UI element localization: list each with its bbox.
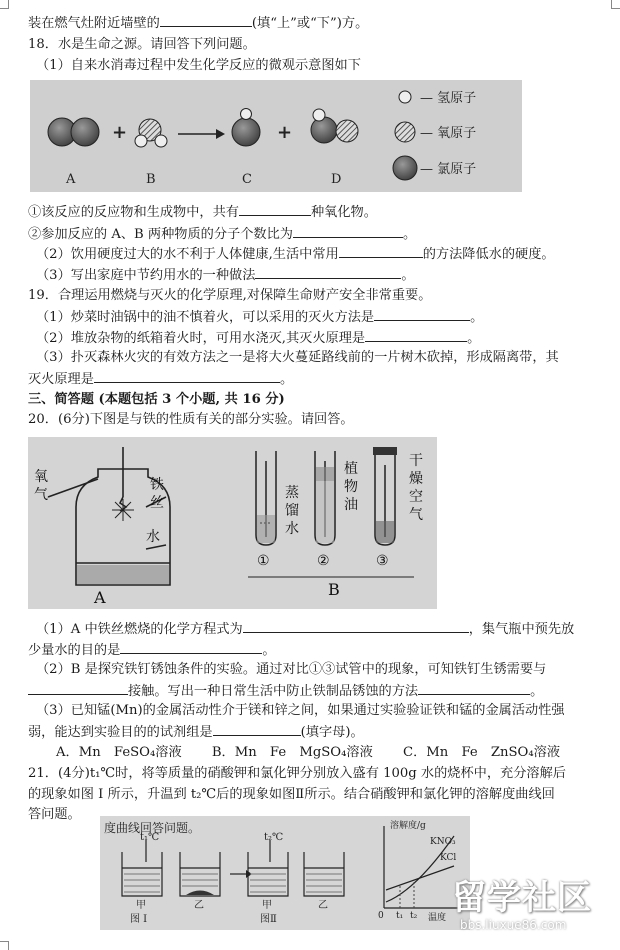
section-3-heading: 三、简答题 (本题包括 3 个小题, 共 16 分) bbox=[28, 392, 285, 407]
q18-1-text: （1）自来水消毒过程中发生化学反应的微观示意图如下 bbox=[36, 58, 361, 73]
legend-hydrogen: — 氢原子 bbox=[420, 91, 477, 106]
q18-3: （3）写出家庭中节约用水的一种做法 。 bbox=[36, 268, 415, 283]
svg-text:水: 水 bbox=[285, 521, 299, 537]
svg-text:油: 油 bbox=[344, 497, 358, 513]
svg-text:甲: 甲 bbox=[262, 900, 272, 911]
svg-text:图 I: 图 I bbox=[130, 914, 148, 925]
svg-text:气: 气 bbox=[34, 487, 48, 503]
corner-mark-bottom-left bbox=[0, 941, 9, 950]
answer-blank bbox=[239, 203, 311, 216]
legend-chlorine: — 氯原子 bbox=[420, 162, 477, 177]
y-axis-label: 溶解度/g bbox=[390, 821, 426, 831]
svg-text:燥: 燥 bbox=[409, 471, 423, 487]
svg-text:A: A bbox=[94, 588, 106, 607]
option-a[interactable]: A．Mn FeSO₄溶液 bbox=[56, 745, 182, 760]
kno3-label: KNO₃ bbox=[430, 837, 456, 847]
answer-blank bbox=[160, 14, 252, 27]
svg-text:水: 水 bbox=[146, 529, 160, 545]
svg-text:甲: 甲 bbox=[136, 900, 146, 911]
legend-oxygen-circle bbox=[395, 122, 415, 142]
svg-text:乙: 乙 bbox=[318, 900, 328, 911]
svg-text:t₁℃: t₁℃ bbox=[140, 832, 160, 843]
q20-1: （1）A 中铁丝燃烧的化学方程式为 ，集气瓶中预先放 bbox=[36, 622, 575, 637]
svg-text:图Ⅱ: 图Ⅱ bbox=[260, 914, 277, 925]
q20-title: 20．(6分)下图是与铁的性质有关的部分实验。请回答。 bbox=[28, 412, 354, 427]
q20-options bbox=[56, 744, 560, 762]
q20-2-cont: 接触。写出一种日常生活中防止铁制品锈蚀的方法 。 bbox=[28, 682, 543, 701]
answer-blank bbox=[365, 329, 467, 342]
svg-text:植: 植 bbox=[344, 461, 358, 477]
x-axis-label: 温度 bbox=[428, 913, 447, 923]
svg-text:乙: 乙 bbox=[194, 900, 204, 911]
label-c: C bbox=[242, 172, 252, 187]
legend-oxygen: — 氧原子 bbox=[420, 126, 477, 141]
corner-mark-top-left bbox=[0, 0, 9, 9]
svg-text:物: 物 bbox=[344, 479, 358, 495]
svg-text:铁: 铁 bbox=[150, 477, 164, 493]
answer-blank bbox=[94, 370, 280, 383]
q18-1-ii: ②参加反应的 A、B 两种物质的分子个数比为 。 bbox=[28, 227, 417, 242]
option-b[interactable]: B．Mn Fe MgSO₄溶液 bbox=[211, 745, 373, 760]
q18-2: （2）饮用硬度过大的水不利于人体健康,生活中常用 的方法降低水的硬度。 bbox=[36, 247, 555, 262]
q18-1-i: ①该反应的反应物和生成物中，共有 种氧化物。 bbox=[28, 205, 377, 220]
label-a: A bbox=[66, 172, 76, 187]
q19-1: （1）炒菜时油锅中的油不慎着火，可以采用的灭火方法是 。 bbox=[36, 310, 484, 325]
iron-experiment-figure bbox=[28, 437, 437, 609]
corner-mark-top-right bbox=[611, 0, 620, 9]
legend-hydrogen-circle bbox=[399, 91, 411, 103]
q21-title: 21．(4分)t₁℃时，将等质量的硝酸钾和氯化钾分别放入盛有 100g 水的烧杯中，充分溶解后 bbox=[28, 766, 566, 781]
answer-blank bbox=[293, 225, 403, 238]
water-layer bbox=[77, 565, 169, 584]
q20-2: （2）B 是探究铁钉锈蚀条件的实验。通过对比①③试管中的现象，可知铁钉生锈需要与 bbox=[36, 662, 547, 677]
q20-3-cont: 弱，能达到实验目的的试剂组是 (填字母)。 bbox=[28, 725, 364, 740]
svg-text:t₂: t₂ bbox=[410, 911, 418, 921]
kcl-label: KCl bbox=[440, 853, 457, 863]
svg-text:氧: 氧 bbox=[34, 469, 48, 485]
answer-blank bbox=[28, 682, 128, 695]
svg-text:气: 气 bbox=[409, 507, 423, 523]
svg-text:蒸: 蒸 bbox=[285, 485, 299, 501]
q17-tail-line: 装在燃气灶附近墙壁的 (填“上”或“下”)方。 bbox=[28, 16, 369, 31]
watermark-url: bbs.liuxue86.com bbox=[460, 918, 567, 932]
option-c[interactable]: C．Mn Fe ZnSO₄溶液 bbox=[402, 745, 561, 760]
q18-title: 18．水是生命之源。请回答下列问题。 bbox=[28, 37, 256, 52]
svg-text:+: + bbox=[277, 122, 293, 143]
svg-text:t₁: t₁ bbox=[396, 911, 404, 921]
q19-3-cont: 灭火原理是 。 bbox=[28, 372, 294, 387]
svg-text:①: ① bbox=[257, 553, 270, 569]
label-d: D bbox=[331, 172, 342, 187]
q21-line3: 答问题。 bbox=[28, 807, 81, 822]
watermark-logo-text: 留学社区 bbox=[452, 878, 592, 918]
q20-3: （3）已知锰(Mn)的金属活动性介于镁和锌之间，如果通过实验验证铁和锰的金属活动性强 bbox=[36, 703, 565, 718]
svg-text:干: 干 bbox=[409, 453, 423, 469]
svg-text:t₂℃: t₂℃ bbox=[264, 832, 284, 843]
svg-text:0: 0 bbox=[378, 911, 384, 921]
q19-3: （3）扑灭森林火灾的有效方法之一是将大火蔓延路线前的一片树木砍掉，形成隔离带，其 bbox=[36, 350, 559, 365]
svg-text:B: B bbox=[328, 580, 340, 599]
svg-text:度曲线回答问题。: 度曲线回答问题。 bbox=[104, 821, 201, 835]
answer-blank bbox=[255, 266, 401, 279]
label-b: B bbox=[146, 172, 156, 187]
answer-blank bbox=[418, 682, 530, 695]
svg-text:空: 空 bbox=[409, 489, 423, 505]
q20-1-cont: 少量水的目的是 。 bbox=[28, 643, 276, 658]
q21-line2: 的现象如图 I 所示，升温到 t₂℃后的现象如图Ⅱ所示。结合硝酸钾和氯化钾的溶解度曲线回 bbox=[28, 787, 555, 802]
answer-blank bbox=[120, 641, 262, 654]
svg-text:丝: 丝 bbox=[150, 495, 164, 511]
molecule-reaction-diagram bbox=[30, 80, 522, 192]
q19-2: （2）堆放杂物的纸箱着火时，可用水浇灭,其灭火原理是 。 bbox=[36, 331, 481, 346]
solubility-figure bbox=[100, 816, 470, 930]
legend-chlorine-circle bbox=[393, 156, 417, 180]
svg-text:②: ② bbox=[317, 553, 330, 569]
answer-blank bbox=[339, 245, 423, 258]
watermark bbox=[452, 878, 616, 944]
svg-text:③: ③ bbox=[376, 553, 389, 569]
answer-blank bbox=[243, 620, 469, 633]
svg-text:馏: 馏 bbox=[285, 503, 299, 519]
plus-sign: + bbox=[112, 122, 128, 143]
q19-title: 19．合理运用燃烧与灭火的化学原理,对保障生命财产安全非常重要。 bbox=[28, 288, 432, 303]
answer-blank bbox=[213, 723, 301, 736]
answer-blank bbox=[374, 308, 470, 321]
